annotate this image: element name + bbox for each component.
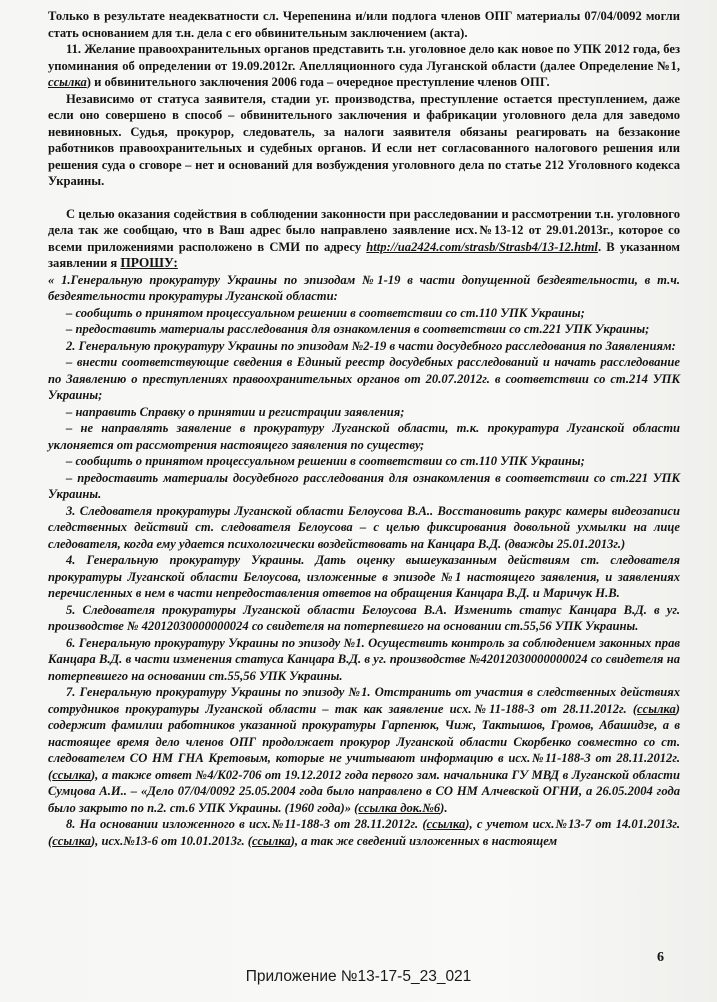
item-2-sub-e: – предоставить материалы досудебного расследования для ознакомления в соответствии со ст.221 УПК Украины.	[48, 470, 680, 501]
item-7-link-3[interactable]: ссылка док.№6	[358, 800, 441, 815]
item-2: 2. Генеральную прокуратуру Украины по эпизодам №2-19 в части досудебного расследования по Заявлениям:	[66, 338, 676, 353]
item-2-sub-c: – не направлять заявление в прокуратуру Луганской области, т.к. прокуратура Луганской области уклоняется от рассмотрения настоящего заявления по существу;	[48, 421, 680, 452]
determination-link[interactable]: ссылка	[48, 75, 87, 89]
paragraph-11-text-b: ) и обвинительного заключения 2006 года – очередное преступление членов ОПГ.	[86, 75, 550, 89]
item-7-text-c: ), а также ответ №4/К02-706 от 19.12.2012 года первого зам. начальника ГУ МВД в Луганской области Сумцова А.И.. – «Дело 07/04/0092 25.05.2004 года было направлено в СО НМ Алчевской ОГНИ, а 26.05.2004 года было закрыто по п.2. ст.6 УПК Украины. (1960 года)» (	[48, 767, 680, 815]
item-8-link-3[interactable]: ссылка	[251, 833, 291, 848]
item-2-sub-a: – внести соответствующие сведения в Единый реестр досудебных расследований и начать расследование по Заявлению о преступлениях правоохранительных органов от 20.07.2012г. в соответствии со ст.214 УПК Украины;	[48, 355, 680, 402]
appendix-footer: Приложение №13-17-5_23_021	[245, 968, 472, 985]
item-7-text-d: ).	[440, 800, 448, 815]
item-8-text-c: ), исх.№13-6 от 10.01.2013г. (	[90, 833, 252, 848]
item-8-link-1[interactable]: ссылка	[426, 817, 466, 831]
item-4: 4. Генеральную прокуратуру Украины. Дать оценку вышеуказанным действиям ст. следователя прокуратуры Луганской области Белоусова, изложенные в эпизоде №1 настоящего заявления, и заявлениях перечисленных в нем в части непредоставления ответов на обращения Канцара В.Д. и Маричук Н.В.	[48, 553, 680, 600]
item-8-text-b: ), с учетом исх.№13-7 от 14.01.2013г. (	[48, 817, 680, 848]
item-3: 3. Следователя прокуратуры Луганской области Белоусова В.А.. Восстановить ракурс камеры видеозаписи следственных действий ст. следователя Белоусова – с целью фиксирования довольной ухмылки на лице следователя, когда ему удается психологически воздействовать на Канцара В.Д. (дважды 25.01.2013г.)	[48, 503, 680, 551]
item-1: « 1.Генеральную прокуратуру Украины по эпизодам №1-19 в части допущенной бездеятельности, в т.ч. бездеятельности прокуратуры Луганской области:	[48, 272, 680, 303]
paragraph-11	[48, 41, 680, 91]
document-body	[48, 8, 680, 849]
item-8	[48, 816, 680, 849]
paragraph-1: Только в результате неадекватности сл. Черепенина и/или подлога членов ОПГ материалы 07/04/0092 могли стать основанием для т.н. дела с его обвинительным заключением (акта).	[48, 9, 680, 40]
paragraph-status: Независимо от статуса заявителя, стадии уг. производства, преступление остается преступлением, даже если оно совершено в способ – обвинительного заключения и фабрикации уголовного дела для заведомо невиновных. Судья, прокурор, следователь, за налоги заявителя обязаны реагировать на беззаконие работников правоохранительных и судебных органов. И если нет согласованного налогового решения или решения суда о сговоре – нет и оснований для возбуждения уголовного дела по статье 212 Уголовного кодекса Украины.	[48, 91, 680, 188]
item-1-sub-b: – предоставить материалы расследования для ознакомления в соответствии со ст.221 УПК Украины;	[66, 322, 650, 336]
request-text-b: . В указанном заявлении я	[48, 239, 680, 270]
item-8-text-d: ), а так же сведений изложенных в настоящем	[290, 833, 558, 848]
item-7-link-1[interactable]: ссылка	[637, 701, 676, 716]
paragraph-11-text-a: 11. Желание правоохранительных органов представить т.н. уголовное дело как новое по УПК 2012 года, без упоминания об определении от 19.09.2012г. Апелляционного суда Луганской области (далее Определение №1,	[48, 42, 680, 73]
item-8-text-a: 8. На основании изложенного в исх.№11-188-3 от 28.11.2012г. (	[66, 817, 427, 831]
page-number: 6	[657, 950, 664, 965]
item-2-sub-d: – сообщить о принятом процессуальном решении в соответствии со ст.110 УПК Украины;	[66, 454, 585, 468]
item-7	[48, 684, 680, 816]
item-8-link-2[interactable]: ссылка	[52, 833, 91, 848]
request-text-a: С целью оказания содействия в соблюдении законности при расследовании и рассмотрении т.н. уголовного дела так же сообщаю, что в Ваш адрес было направлено заявление исх.№13-12 от 29.01.2013г., которое со всеми приложениями расположено в СМИ по адресу	[48, 206, 680, 254]
request-keyword: ПРОШУ:	[120, 255, 178, 270]
item-7-text-a: 7. Генеральную прокуратуру Украины по эпизоду №1. Отстранить от участия в следственных действиях сотрудников прокуратуры Луганской области – так как заявление исх.№11-188-3 от 28.11.2012г. (	[48, 685, 680, 716]
item-7-link-2[interactable]: ссылка	[52, 767, 91, 782]
item-7-text-b: ) содержит фамилии работников указанной прокуратуры Гарпенюк, Чиж, Тактышов, Громов, Абашидзе, а в настоящее время дело членов ОПГ продолжает прокурор Луганской области Скорбенко совместно со ст. следователем СО НМ ГНА Кретовым, которые не учитывают информацию в исх.№11-188-3 от 28.11.2012г. (	[48, 701, 680, 782]
item-1-sub-a: – сообщить о принятом процессуальном решении в соответствии со ст.110 УПК Украины;	[66, 305, 585, 320]
media-url-link[interactable]: http://ua2424.com/strasb/Strasb4/13-12.html	[366, 239, 598, 254]
item-6: 6. Генеральную прокуратуру Украины по эпизоду №1. Осуществить контроль за соблюдением законных прав Канцара В.Д. в части изменения статуса Канцара В.Д. в уг. производстве №42012030000000024 со свидетеля на потерпевшего на основании ст.55,56 УПК Украины.	[48, 635, 680, 683]
paragraph-gap	[48, 190, 680, 206]
item-2-sub-b: – направить Справку о принятии и регистрации заявления;	[66, 404, 405, 419]
item-5: 5. Следователя прокуратуры Луганской области Белоусова В.А. Изменить статус Канцара В.Д. в уг. производстве № 42012030000000024 со свидетеля на потерпевшего на основании ст.55,56 УПК Украины.	[48, 602, 680, 633]
paragraph-request	[48, 206, 680, 272]
